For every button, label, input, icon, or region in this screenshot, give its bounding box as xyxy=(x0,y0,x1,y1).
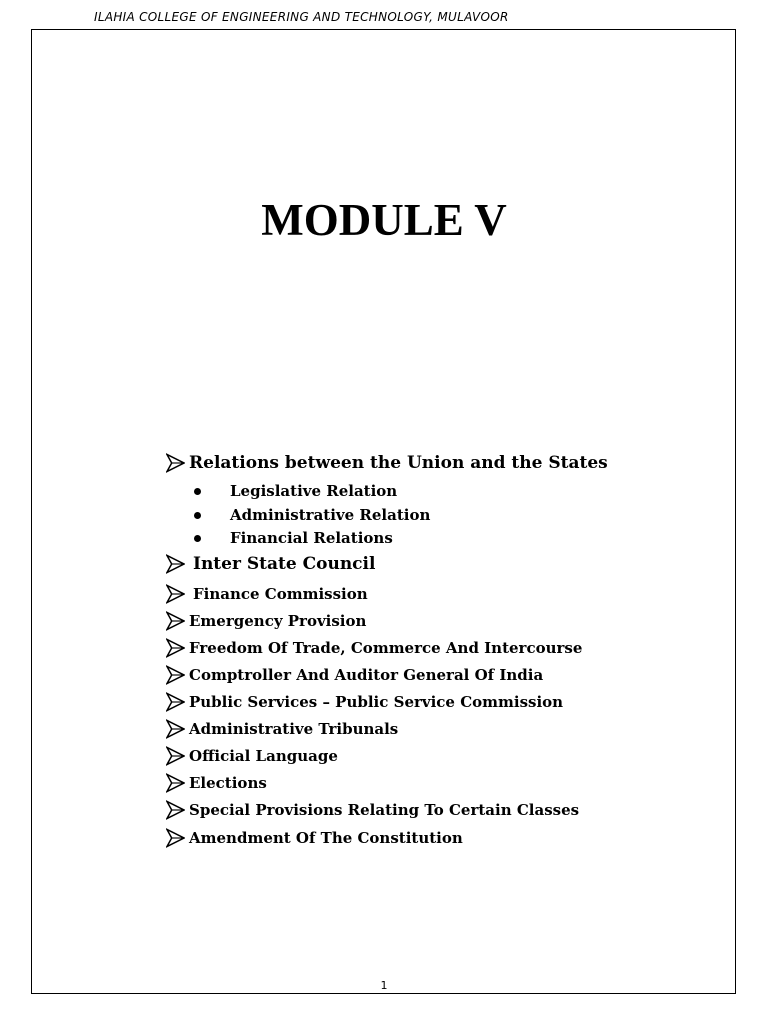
subtopic-label: Financial Relations xyxy=(230,529,393,547)
subtopic-item xyxy=(194,529,393,547)
arrow-bullet-icon xyxy=(166,611,185,631)
subtopic-item xyxy=(194,506,430,524)
subtopic-label: Administrative Relation xyxy=(230,506,431,524)
topic-item xyxy=(166,638,582,658)
arrow-bullet-icon xyxy=(166,828,185,848)
arrow-bullet-icon xyxy=(166,692,185,712)
topic-label: Special Provisions Relating To Certain Classes xyxy=(189,801,580,819)
topic-label: Emergency Provision xyxy=(189,612,367,630)
topic-item xyxy=(166,584,368,604)
topic-item xyxy=(166,665,543,685)
topic-item xyxy=(166,719,398,739)
topic-label: Amendment Of The Constitution xyxy=(189,829,463,847)
topic-label: Administrative Tribunals xyxy=(189,720,399,738)
topic-item xyxy=(166,828,463,848)
topic-label: Freedom Of Trade, Commerce And Intercourse xyxy=(189,639,583,657)
topic-label: Elections xyxy=(189,774,267,792)
topic-item xyxy=(166,554,375,574)
topic-item xyxy=(166,800,579,820)
arrow-bullet-icon xyxy=(166,638,185,658)
subtopic-label: Legislative Relation xyxy=(230,482,398,500)
topic-label: Relations between the Union and the States xyxy=(189,453,608,473)
round-bullet-icon xyxy=(194,512,201,519)
arrow-bullet-icon xyxy=(166,746,185,766)
arrow-bullet-icon xyxy=(166,800,185,820)
topic-label: Public Services – Public Service Commission xyxy=(189,693,564,711)
round-bullet-icon xyxy=(194,535,201,542)
module-title: MODULE V xyxy=(261,195,507,245)
arrow-bullet-icon xyxy=(166,719,185,739)
topic-label: Inter State Council xyxy=(193,554,376,574)
topic-label: Comptroller And Auditor General Of India xyxy=(189,666,544,684)
subtopic-item xyxy=(194,482,397,500)
arrow-bullet-icon xyxy=(166,665,185,685)
topic-item xyxy=(166,453,608,473)
arrow-bullet-icon xyxy=(166,453,185,473)
topic-item xyxy=(166,746,338,766)
topic-label: Finance Commission xyxy=(193,585,368,603)
running-header: ILAHIA COLLEGE OF ENGINEERING AND TECHNOLOGY, MULAVOOR xyxy=(94,10,509,24)
page-number: 1 xyxy=(380,979,388,992)
round-bullet-icon xyxy=(194,488,201,495)
arrow-bullet-icon xyxy=(166,554,185,574)
arrow-bullet-icon xyxy=(166,773,185,793)
topic-item xyxy=(166,611,366,631)
topic-label: Official Language xyxy=(189,747,338,765)
arrow-bullet-icon xyxy=(166,584,185,604)
topic-item xyxy=(166,692,563,712)
topic-item xyxy=(166,773,267,793)
